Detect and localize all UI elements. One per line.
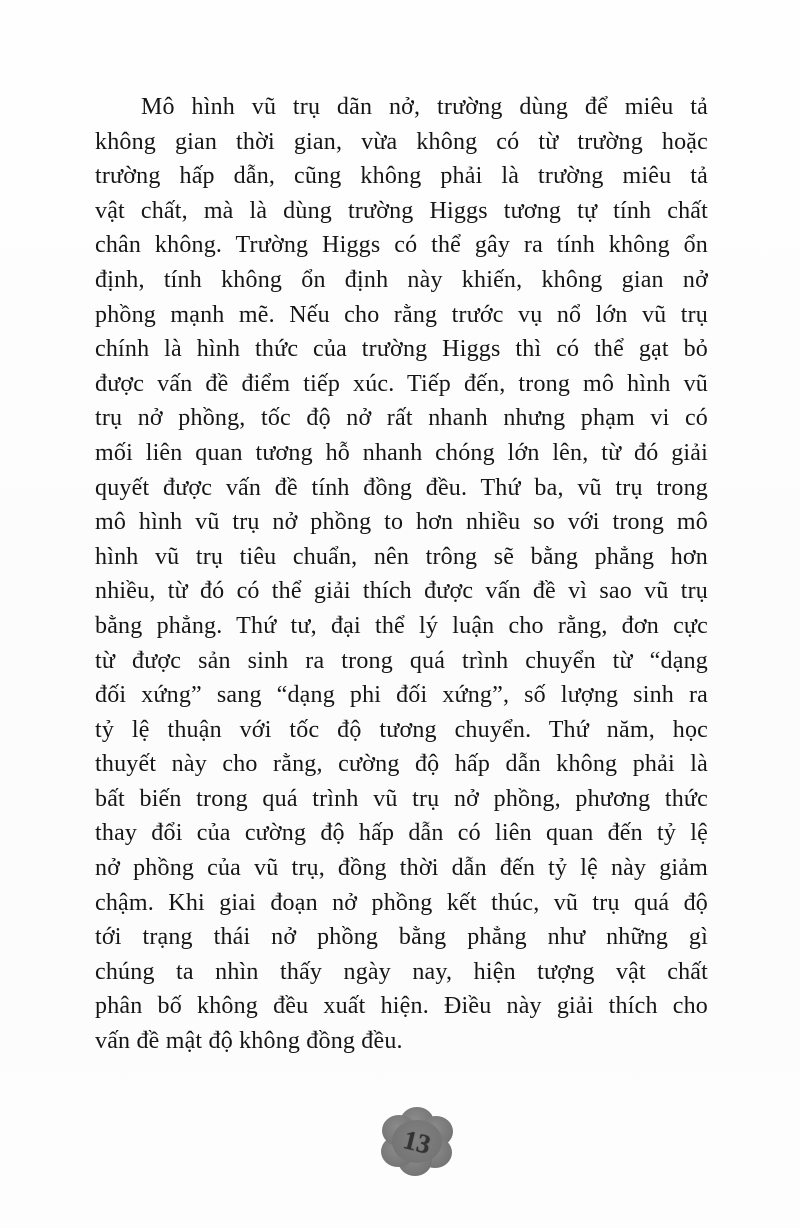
text-line: hình vũ trụ tiêu chuẩn, nên trông sẽ bằng phẳng hơn bbox=[95, 543, 708, 570]
text-line: thuyết này cho rằng, cường độ hấp dẫn không phải là bbox=[95, 751, 708, 778]
text-line: vật chất, mà là dùng trường Higgs tương tự tính chất bbox=[95, 197, 708, 224]
text-line: phồng mạnh mẽ. Nếu cho rằng trước vụ nổ lớn vũ trụ bbox=[95, 301, 708, 328]
text-line: từ được sản sinh ra trong quá trình chuyển từ “dạng bbox=[95, 647, 708, 674]
paragraph bbox=[95, 90, 708, 1059]
text-line: bất biến trong quá trình vũ trụ nở phồng, phương thức bbox=[95, 785, 708, 812]
text-line: chính là hình thức của trường Higgs thì có thể gạt bỏ bbox=[95, 336, 708, 363]
text-line: định, tính không ổn định này khiến, không gian nở bbox=[95, 266, 708, 293]
text-line: phân bố không đều xuất hiện. Điều này giải thích cho bbox=[95, 993, 708, 1020]
text-line: tới trạng thái nở phồng bằng phẳng như những gì bbox=[95, 924, 708, 951]
text-line: không gian thời gian, vừa không có từ trường hoặc bbox=[95, 128, 708, 155]
text-line: trường hấp dẫn, cũng không phải là trường miêu tả bbox=[95, 163, 708, 190]
text-line: bằng phẳng. Thứ tư, đại thể lý luận cho rằng, đơn cực bbox=[95, 612, 708, 639]
text-line: trụ nở phồng, tốc độ nở rất nhanh nhưng phạm vi có bbox=[95, 405, 708, 432]
text-line: chân không. Trường Higgs có thể gây ra tính không ổn bbox=[95, 232, 708, 259]
text-line: được vấn đề điểm tiếp xúc. Tiếp đến, trong mô hình vũ bbox=[95, 370, 708, 397]
text-line: nở phồng của vũ trụ, đồng thời dẫn đến tỷ lệ này giảm bbox=[95, 855, 708, 882]
text-line: thay đổi của cường độ hấp dẫn có liên quan đến tỷ lệ bbox=[95, 820, 708, 847]
text-line: tỷ lệ thuận với tốc độ tương chuyển. Thứ năm, học bbox=[95, 716, 708, 743]
text-line: Mô hình vũ trụ dãn nở, trường dùng để miêu tả bbox=[141, 94, 708, 120]
page-number: 13 bbox=[400, 1123, 434, 1160]
text-line: chậm. Khi giai đoạn nở phồng kết thúc, vũ trụ quá độ bbox=[95, 889, 708, 916]
page-number-ornament bbox=[381, 1108, 453, 1176]
text-line: chúng ta nhìn thấy ngày nay, hiện tượng vật chất bbox=[95, 958, 708, 985]
text-line: mối liên quan tương hỗ nhanh chóng lớn lên, từ đó giải bbox=[95, 439, 708, 466]
text-line: nhiều, từ đó có thể giải thích được vấn đề vì sao vũ trụ bbox=[95, 578, 708, 605]
text-line: đối xứng” sang “dạng phi đối xứng”, số lượng sinh ra bbox=[95, 682, 708, 709]
text-line: quyết được vấn đề tính đồng đều. Thứ ba, vũ trụ trong bbox=[95, 474, 708, 501]
text-line: mô hình vũ trụ nở phồng to hơn nhiều so với trong mô bbox=[95, 509, 708, 536]
text-line: vấn đề mật độ không đồng đều. bbox=[95, 1028, 403, 1055]
